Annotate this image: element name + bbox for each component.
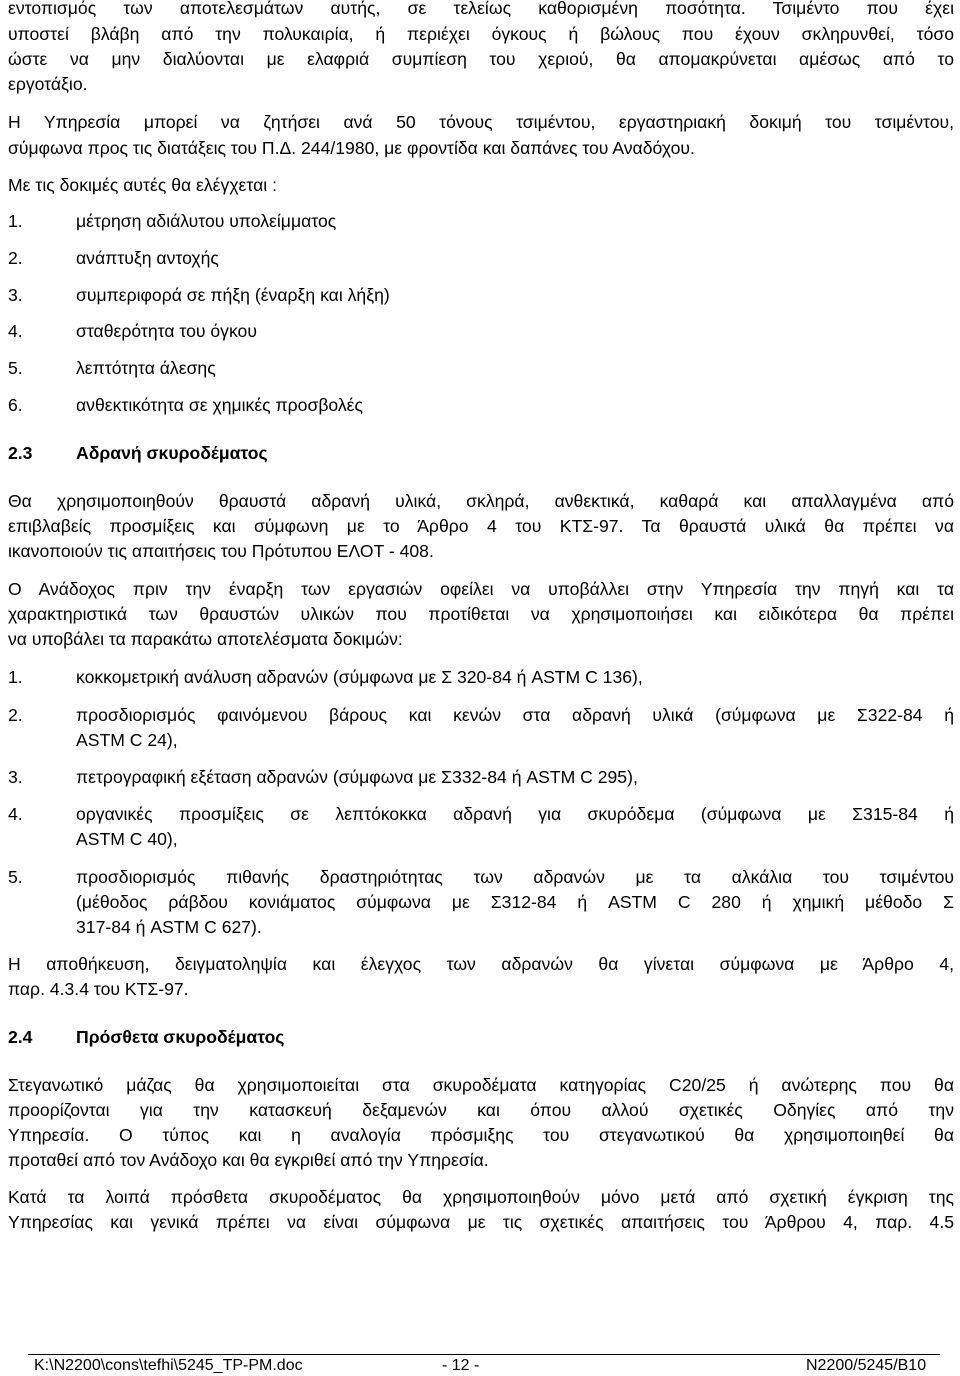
section-heading: Πρόσθετα σκυροδέματος [76,1027,285,1047]
list-item: πετρογραφική εξέταση αδρανών (σύμφωνα με Σ332-84 ή ASTM C 295), [76,767,638,787]
list-item-continuation: (μέθοδος ράβδου κονιάματος σύμφωνα με Σ312-84 ή ASTM C 280 ή χημική μέθοδο Σ [76,892,954,912]
tests-intro: Με τις δοκιμές αυτές θα ελέγχεται : [8,175,277,195]
footer-page-number: - 12 - [442,1357,480,1374]
list-item: μέτρηση αδιάλυτου υπολείμματος [76,211,337,231]
section-number: 2.4 [8,1027,33,1047]
list-item-continuation: ASTM C 24), [76,730,178,750]
list-item: ανθεκτικότητα σε χημικές προσβολές [76,395,364,415]
list-number: 4. [8,321,23,341]
list-item: προσδιορισμός πιθανής δραστηριότητας των αδρανών με τα αλκάλια του τσιμέντου [76,867,954,887]
list-number: 1. [8,667,23,687]
section-heading: Αδρανή σκυροδέματος [76,443,268,463]
paragraph-line: προορίζονται για την κατασκευή δεξαμενών και όπου αλλού σχετικές Οδηγίες από την [8,1100,954,1120]
paragraph-line: παρ. 4.3.4 του ΚΤΣ-97. [8,979,189,999]
list-item: ανάπτυξη αντοχής [76,248,219,268]
list-item: σταθερότητα του όγκου [76,321,257,341]
list-item: προσδιορισμός φαινόμενου βάρους και κενών στα αδρανή υλικά (σύμφωνα με Σ322-84 ή [76,705,954,725]
paragraph-line: Στεγανωτικό μάζας θα χρησιμοποιείται στα σκυροδέματα κατηγορίας C20/25 ή ανώτερης που θα [8,1075,954,1095]
section-number: 2.3 [8,443,33,463]
list-number: 3. [8,767,23,787]
footer-divider [28,1354,940,1355]
paragraph-line: εντοπισμός των αποτελεσμάτων αυτής, σε τελείως καθορισμένη ποσότητα. Τσιμέντο που έχει [8,0,954,18]
list-number: 1. [8,211,23,231]
paragraph-line: εργοτάξιο. [8,74,88,94]
list-item-continuation: 317-84 ή ASTM C 627). [76,917,262,937]
footer-document-code: N2200/5245/B10 [806,1357,927,1374]
paragraph-line: υποστεί βλάβη από την πολυκαιρία, ή περιέχει όγκους ή βώλους που έχουν σκληρυνθεί, τόσο [8,24,954,44]
paragraph-line: Υπηρεσία. Ο τύπος και η αναλογία πρόσμιξης του στεγανωτικού θα χρησιμοποιηθεί θα [8,1125,954,1145]
list-item: συμπεριφορά σε πήξη (έναρξη και λήξη) [76,285,390,305]
list-item: οργανικές προσμίξεις σε λεπτόκοκκα αδρανή για σκυρόδεμα (σύμφωνα με Σ315-84 ή [76,804,954,824]
list-number: 5. [8,867,23,887]
list-item: λεπτότητα άλεσης [76,358,216,378]
list-number: 6. [8,395,23,415]
paragraph-line: Κατά τα λοιπά πρόσθετα σκυροδέματος θα χρησιμοποιηθούν μόνο μετά από σχετική έγκριση της [8,1187,954,1207]
list-number: 2. [8,705,23,725]
paragraph-line: να υποβάλει τα παρακάτω αποτελέσματα δοκιμών: [8,629,403,649]
paragraph-line: Θα χρησιμοποιηθούν θραυστά αδρανή υλικά, σκληρά, ανθεκτικά, καθαρά και απαλλαγμένα από [8,491,954,511]
paragraph-line: σύμφωνα προς τις διατάξεις του Π.Δ. 244/1980, με φροντίδα και δαπάνες του Αναδόχου. [8,138,695,158]
paragraph-line: Υπηρεσίας και γενικά πρέπει να είναι σύμφωνα με τις σχετικές απαιτήσεις του Άρθρου 4, παρ. 4.5 [8,1212,954,1232]
list-item: κοκκομετρική ανάλυση αδρανών (σύμφωνα με Σ 320-84 ή ASTM C 136), [76,667,643,687]
paragraph-line: Ο Ανάδοχος πριν την έναρξη των εργασιών οφείλει να υποβάλλει στην Υπηρεσία την πηγή και τα [8,579,954,599]
paragraph-line: Η Υπηρεσία μπορεί να ζητήσει ανά 50 τόνους τσιμέντου, εργαστηριακή δοκιμή του τσιμέντου, [8,112,954,132]
paragraph-line: επιβλαβείς προσμίξεις και σύμφωνη με το Άρθρο 4 του ΚΤΣ-97. Τα θραυστά υλικά θα πρέπει να [8,516,954,536]
list-number: 2. [8,248,23,268]
list-item-continuation: ASTM C 40), [76,829,178,849]
paragraph-line: ικανοποιούν τις απαιτήσεις του Πρότυπου ΕΛΟΤ - 408. [8,541,434,561]
paragraph-line: ώστε να μην διαλύονται με ελαφριά συμπίεση του χεριού, θα απομακρύνεται αμέσως από το [8,49,954,69]
paragraph-line: χαρακτηριστικά των θραυστών υλικών που προτίθεται να χρησιμοποιήσει και ειδικότερα θα πρέπει [8,604,954,624]
footer-file-path: K:\N2200\cons\tefhi\5245_TP-PM.doc [34,1357,303,1374]
paragraph-line: Η αποθήκευση, δειγματοληψία και έλεγχος των αδρανών θα γίνεται σύμφωνα με Άρθρο 4, [8,954,954,974]
list-number: 5. [8,358,23,378]
paragraph-line: προταθεί από τον Ανάδοχο και θα εγκριθεί από την Υπηρεσία. [8,1150,489,1170]
list-number: 4. [8,804,23,824]
list-number: 3. [8,285,23,305]
